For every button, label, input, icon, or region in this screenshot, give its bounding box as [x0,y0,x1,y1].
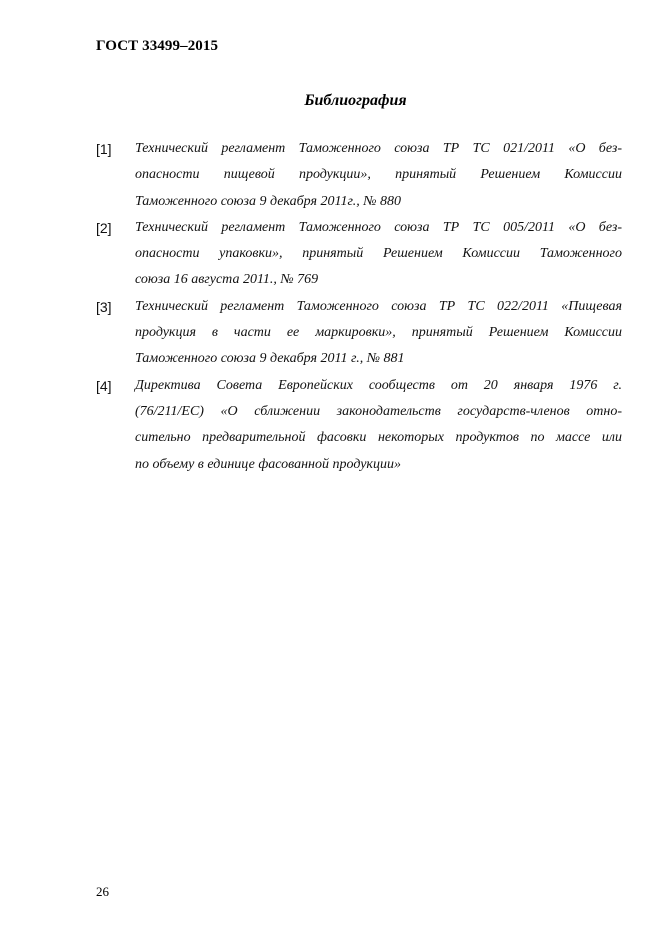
bibliography-list [96,136,622,478]
entry-line: Таможенного союза 9 декабря 2011г., № 880 [135,193,401,209]
entry-number: [4] [96,377,112,394]
entry-number: [1] [96,141,112,157]
entry-line: сительно предварительной фасовки некоторых продуктов по массе или [135,430,622,446]
bibliography-entry [96,294,622,373]
entry-line: опасности упаковки», принятый Решением Комиссии Таможенного [135,246,622,262]
bibliography-entry [96,215,622,294]
entry-line: продукция в части ее маркировки», принятый Решением Комиссии [135,325,622,341]
entry-line: по объему в единице фасованной продукции» [135,456,401,472]
entry-line: (76/211/ЕС) «О сближении законодательств государств-членов отно- [135,403,622,419]
bibliography-entry [96,373,622,478]
page-number: 26 [96,884,109,899]
entry-line: Таможенного союза 9 декабря 2011 г., № 881 [135,351,405,367]
entry-line: опасности пищевой продукции», принятый Решением Комиссии [135,167,622,183]
entry-number: [2] [96,219,112,236]
entry-number: [3] [96,298,112,315]
entry-line: союза 16 августа 2011., № 769 [135,272,319,288]
entry-line: Директива Совета Европейских сообществ от 20 января 1976 г. [135,377,622,393]
bibliography-entry [96,136,622,215]
entry-line: Технический регламент Таможенного союза ТР ТС 021/2011 «О без- [135,141,622,156]
document-standard-header: ГОСТ 33499–2015 [96,38,219,54]
entry-line: Технический регламент Таможенного союза ТР ТС 005/2011 «О без- [135,219,622,235]
entry-line: Технический регламент Таможенного союза ТР ТС 022/2011 «Пищевая [135,298,622,314]
section-title: Библиография [304,92,407,109]
